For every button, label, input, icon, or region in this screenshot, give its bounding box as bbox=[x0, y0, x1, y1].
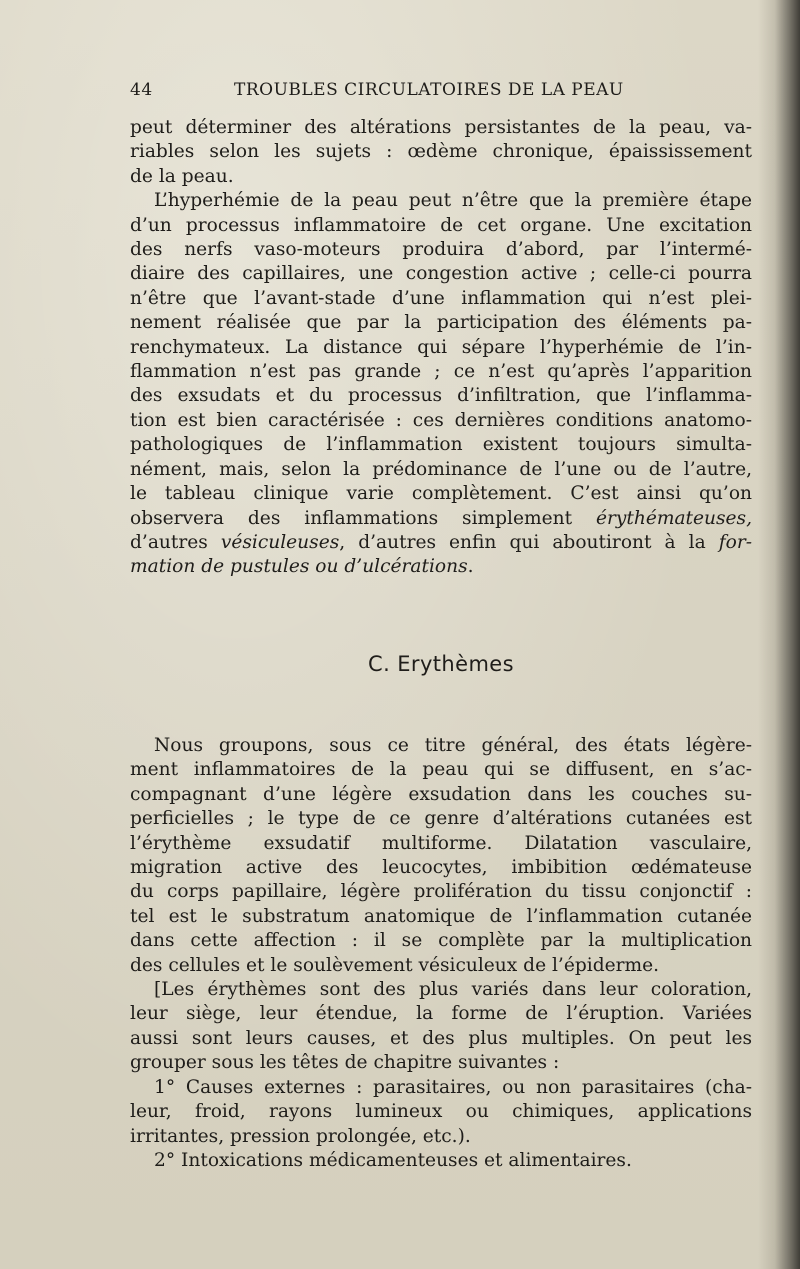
italic-term: for- bbox=[718, 531, 752, 553]
text-segment: , d’autres enfin qui aboutiront à la bbox=[339, 531, 719, 553]
text-line: d’un processus inflammatoire de cet organe. Une excitation bbox=[130, 214, 752, 236]
text-line: l’érythème exsudatif multiforme. Dilatation vasculaire, bbox=[130, 832, 752, 854]
text-line: Nous groupons, sous ce titre général, des états légère- bbox=[154, 735, 752, 756]
text-line: n’être que l’avant-stade d’une inflammation qui n’est plei- bbox=[130, 287, 752, 309]
section-heading: C. Erythèmes bbox=[368, 652, 514, 676]
text-line: irritantes, pression prolongée, etc.). bbox=[130, 1125, 471, 1147]
text-line: 2° Intoxications médicamenteuses et alimentaires. bbox=[154, 1149, 632, 1171]
text-segment: d’autres bbox=[130, 531, 221, 553]
text-line: 1° Causes externes : parasitaires, ou non parasitaires (cha- bbox=[154, 1076, 752, 1098]
page-number: 44 bbox=[130, 80, 153, 100]
text-line: migration active des leucocytes, imbibition œdémateuse bbox=[130, 857, 752, 879]
running-header bbox=[130, 80, 750, 102]
text-line: [Les érythèmes sont des plus variés dans leur coloration, bbox=[154, 979, 752, 1001]
text-line: nement réalisée que par la participation des éléments pa- bbox=[130, 312, 752, 334]
text-line: riables selon les sujets : œdème chronique, épaississement bbox=[130, 141, 752, 163]
text-segment: . bbox=[467, 556, 474, 578]
text-line: tel est le substratum anatomique de l’inflammation cutanée bbox=[130, 905, 752, 927]
text-line: des nerfs vaso-moteurs produira d’abord, par l’intermé- bbox=[130, 239, 752, 261]
text-line: leur, froid, rayons lumineux ou chimiques, applications bbox=[130, 1101, 752, 1123]
text-line: des exsudats et du processus d’infiltration, que l’inflamma- bbox=[130, 385, 752, 407]
italic-term: vésiculeuses bbox=[220, 531, 340, 553]
text-line: peut déterminer des altérations persistantes de la peau, va- bbox=[130, 117, 752, 138]
text-line: du corps papillaire, légère prolifération du tissu conjonctif : bbox=[130, 881, 752, 903]
text-line: perficielles ; le type de ce genre d’altérations cutanées est bbox=[130, 808, 752, 830]
text-segment: observera des inflammations simplement bbox=[130, 507, 596, 529]
text-line: le tableau clinique varie complètement. C’est ainsi qu’on bbox=[130, 483, 752, 505]
text-line: grouper sous les têtes de chapitre suivantes : bbox=[130, 1052, 560, 1074]
page-edge-shadow bbox=[758, 0, 800, 1269]
text-line bbox=[130, 555, 752, 579]
text-line: dans cette affection : il se complète par la multiplication bbox=[130, 930, 752, 952]
text-line: diaire des capillaires, une congestion active ; celle-ci pourra bbox=[130, 263, 752, 285]
running-title: TROUBLES CIRCULATOIRES DE LA PEAU bbox=[234, 80, 624, 100]
text-line: leur siège, leur étendue, la forme de l’éruption. Variées bbox=[130, 1003, 752, 1025]
paragraph-block-1 bbox=[130, 116, 752, 580]
text-line: tion est bien caractérisée : ces dernières conditions anatomo- bbox=[130, 409, 752, 431]
text-line: compagnant d’une légère exsudation dans les couches su- bbox=[130, 783, 752, 805]
text-line: flammation n’est pas grande ; ce n’est qu’après l’apparition bbox=[130, 361, 752, 383]
text-line: ment inflammatoires de la peau qui se diffusent, en s’ac- bbox=[130, 759, 752, 781]
italic-term: mation de pustules ou d’ulcérations bbox=[130, 556, 468, 578]
text-line: de la peau. bbox=[130, 165, 234, 187]
text-line bbox=[130, 507, 752, 531]
text-line: pathologiques de l’inflammation existent toujours simulta- bbox=[130, 434, 752, 456]
text-line: L’hyperhémie de la peau peut n’être que la première étape bbox=[154, 190, 752, 212]
text-line: nément, mais, selon la prédominance de l’une ou de l’autre, bbox=[130, 458, 752, 480]
text-line bbox=[130, 531, 752, 555]
text-line: aussi sont leurs causes, et des plus multiples. On peut les bbox=[130, 1027, 752, 1049]
text-line: des cellules et le soulèvement vésiculeux de l’épiderme. bbox=[130, 954, 660, 976]
text-line: renchymateux. La distance qui sépare l’hyperhémie de l’in- bbox=[130, 336, 752, 358]
paragraph-block-2 bbox=[130, 734, 752, 1173]
italic-term: érythémateuses, bbox=[595, 507, 752, 529]
